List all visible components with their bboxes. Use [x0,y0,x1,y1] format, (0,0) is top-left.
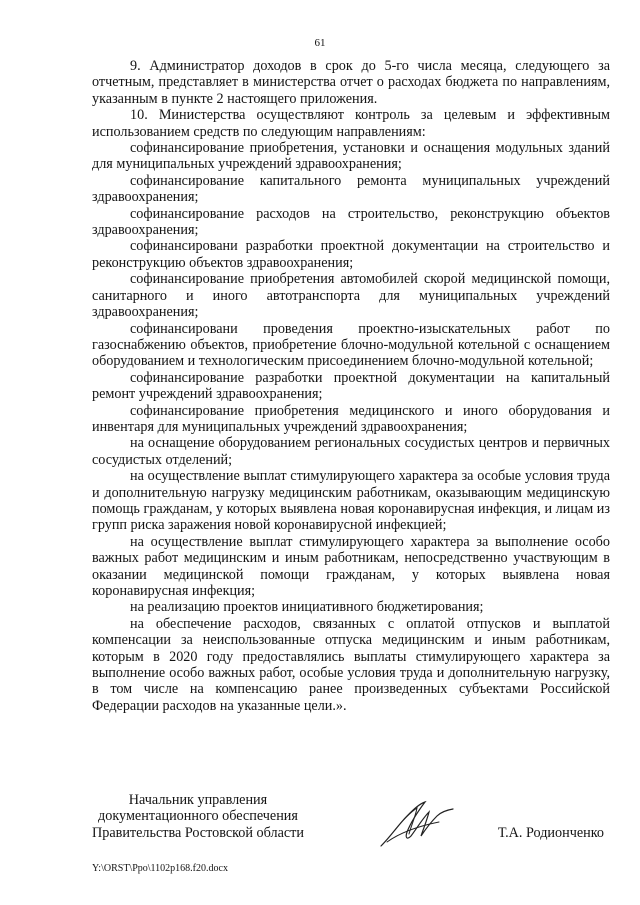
list-item: софинансирование разработки проектной документации на капитальный ремонт учреждений здравоохранения; [92,369,610,403]
list-item: на оснащение оборудованием региональных сосудистых центров и первичных сосудистых отделений; [92,435,610,468]
list-item: на осуществление выплат стимулирующего характера за особые условия труда и дополнительную нагрузку медицинским работникам, оказывающим медицинскую помощь гражданам, у которых выявлена новая коронавирусная инфекция, и лицам из групп риска заражения новой коронавирусной инфекцией; [92,468,610,534]
list-item: софинансирование расходов на строительство, реконструкцию объектов здравоохранения; [92,205,610,239]
signatory-title-line: документационного обеспечения [98,808,298,825]
list-item: на обеспечение расходов, связанных с оплатой отпусков и выплатой компенсации за неиспользованные отпуска медицинским и иным работникам, которым в 2020 году предоставлялись выплаты стимулирующего характера за выполнение особо важных работ, особые условия труда и дополнительную нагрузку, в том числе на компенсацию ранее произведенных субъектами Российской Федерации расходов на указанные цели.». [92,615,610,714]
file-path-footer: Y:\ORST\Ppo\1102p168.f20.docx [92,863,228,874]
page-number: 61 [314,37,326,49]
handwritten-signature-icon [377,796,457,852]
paragraph-item-9: 9. Администратор доходов в срок до 5-го числа месяца, следующего за отчетным, представляет в министерства отчет о расходах бюджета по направлениям, указанным в пункте 2 настоящего приложения. [92,58,610,107]
signatory-title [92,792,304,841]
signatory-name: Т.А. Родионченко [497,825,604,841]
signatory-title-line: Начальник управления [128,792,268,808]
list-item: софинансировани разработки проектной документации на строительство и реконструкцию объектов здравоохранения; [92,238,610,271]
list-item: на осуществление выплат стимулирующего характера за выполнение особо важных работ медицинским и иным работникам, непосредственно участвующим в оказании медицинской помощи гражданам, у которых выявлена новая коронавирусная инфекция; [92,533,610,599]
signatory-title-line: Правительства Ростовской области [92,824,304,841]
list-item: софинансирование приобретения медицинского и иного оборудования и инвентаря для муниципальных учреждений здравоохранения; [92,402,610,435]
list-item: софинансирование приобретения автомобилей скорой медицинской помощи, санитарного и иного автотранспорта для муниципальных учреждений здравоохранения; [92,271,610,321]
document-body [92,58,610,714]
list-item: софинансирование капитального ремонта муниципальных учреждений здравоохранения; [92,172,610,206]
signature-block [92,792,610,852]
list-item: софинансирование приобретения, установки и оснащения модульных зданий для муниципальных учреждений здравоохранения; [92,140,610,173]
paragraph-item-10: 10. Министерства осуществляют контроль за целевым и эффективным использованием средств по следующим направлениям: [92,107,610,140]
list-item: на реализацию проектов инициативного бюджетирования; [130,599,484,616]
list-item: софинансировани проведения проектно-изыскательных работ по газоснабжению объектов, приобретение блочно-модульной котельной с оснащением оборудованием и технологическим присоединением блочно-модульной котельной; [92,320,610,370]
